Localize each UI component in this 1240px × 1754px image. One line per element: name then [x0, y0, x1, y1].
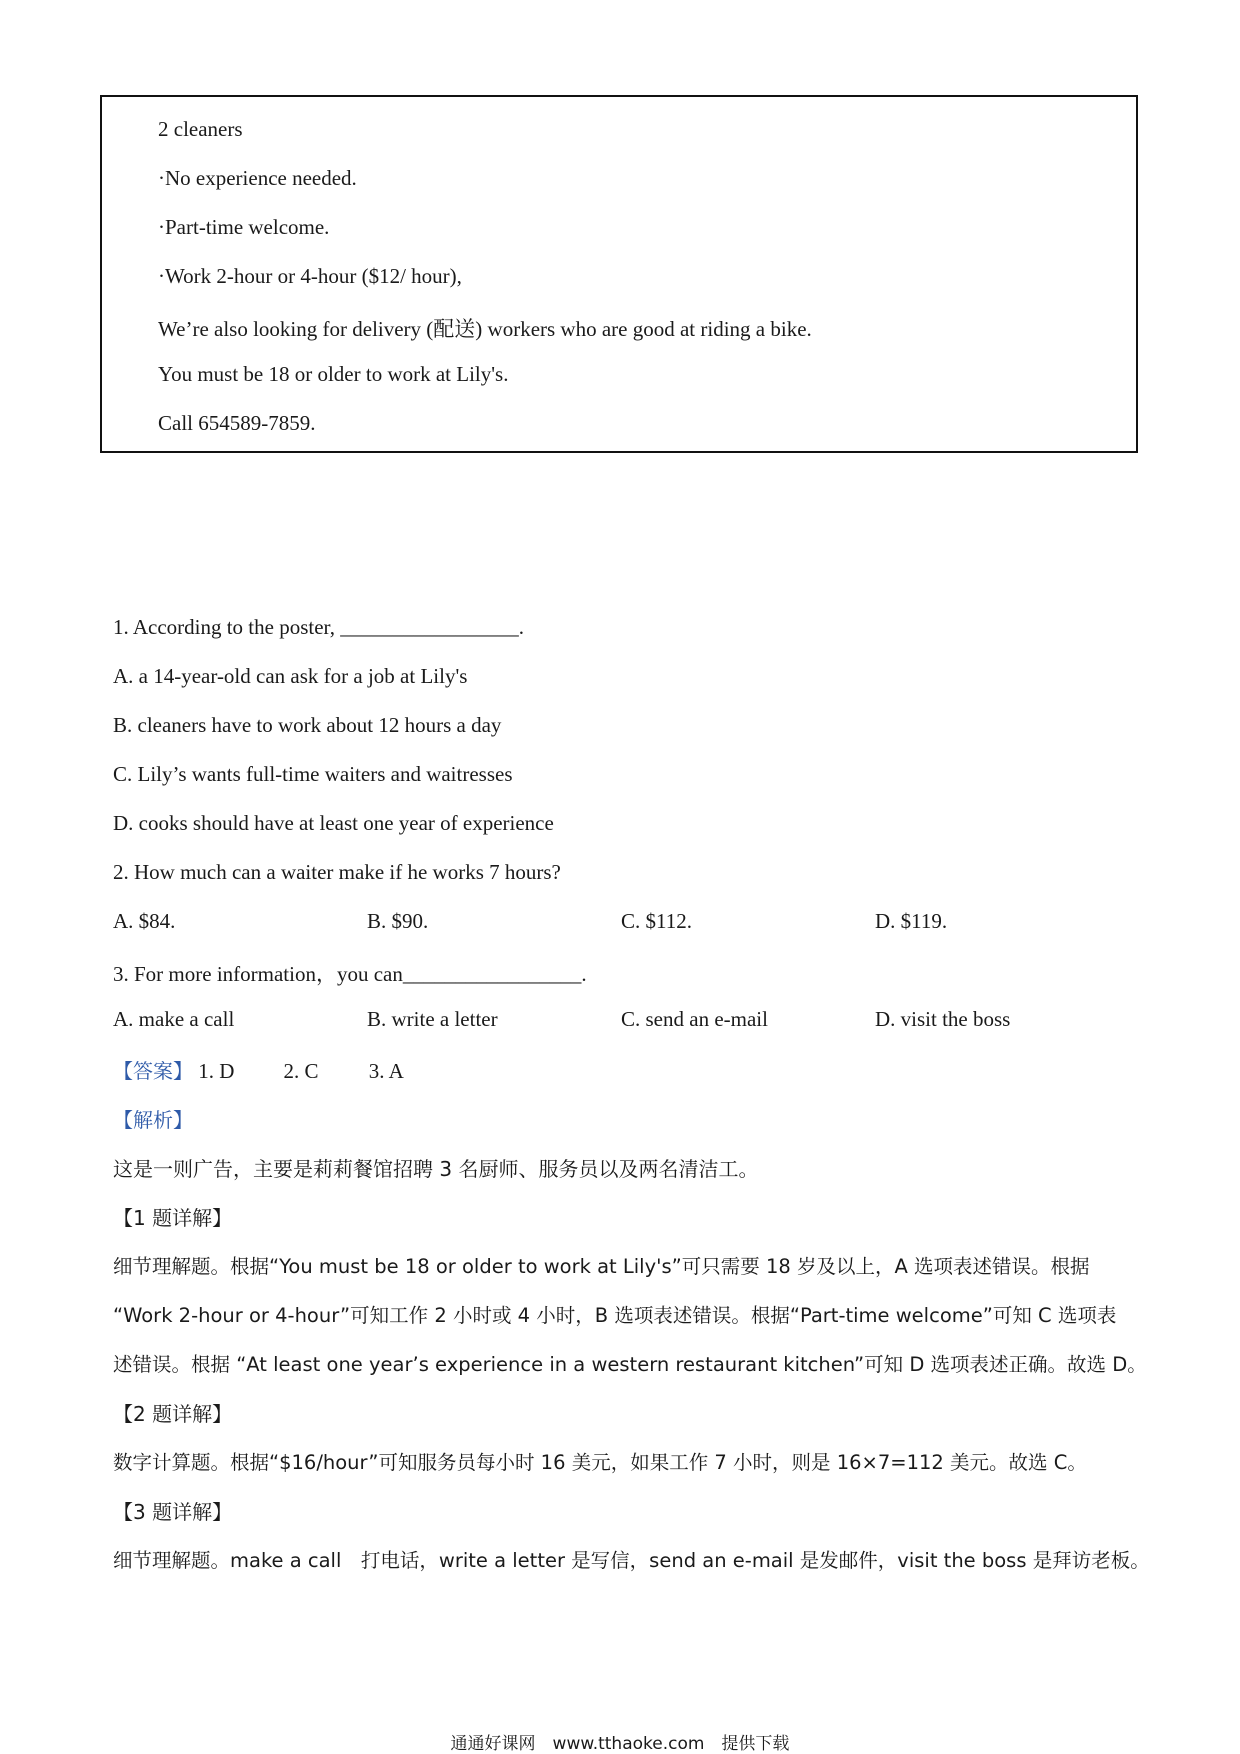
answer-line	[113, 1055, 404, 1084]
question-1-option-d: D. cooks should have at least one year of experience	[113, 811, 554, 835]
question-1-stem: 1. According to the poster, _________________.	[113, 615, 524, 639]
answer-item: 2. C	[283, 1059, 319, 1083]
detail-3-heading: 【3 题详解】	[113, 1500, 233, 1524]
question-1-option-c: C. Lily’s wants full-time waiters and waitresses	[113, 762, 513, 786]
detail-1-line: “Work 2-hour or 4-hour”可知工作 2 小时或 4 小时，B 选项表述错误。根据“Part-time welcome”可知 C 选项表	[113, 1304, 1117, 1327]
poster-line: ·Part-time welcome.	[158, 215, 330, 239]
answer-label: 【答案】	[113, 1059, 193, 1083]
poster-line: ·No experience needed.	[158, 166, 357, 190]
page-footer: 通通好课网 www.tthaoke.com 提供下载	[450, 1734, 790, 1754]
poster-line: You must be 18 or older to work at Lily's.	[158, 362, 509, 386]
poster-line: Call 654589-7859.	[158, 411, 316, 435]
question-2-option-c: C. $112.	[621, 909, 692, 933]
question-2-option-b: B. $90.	[367, 909, 429, 933]
question-2-option-d: D. $119.	[875, 909, 948, 933]
question-3-option-a: A. make a call	[113, 1007, 235, 1031]
question-3-option-c: C. send an e-mail	[621, 1007, 768, 1031]
question-3-stem: 3. For more information，you can_________________.	[113, 962, 587, 986]
poster-line: ·Work 2-hour or 4-hour ($12/ hour),	[158, 264, 462, 288]
detail-2-heading: 【2 题详解】	[113, 1402, 233, 1426]
analysis-intro: 这是一则广告，主要是莉莉餐馆招聘 3 名厨师、服务员以及两名清洁工。	[113, 1157, 759, 1181]
answer-item: 1. D	[198, 1059, 235, 1083]
question-1-option-b: B. cleaners have to work about 12 hours a day	[113, 713, 502, 737]
poster-line: We’re also looking for delivery (配送) workers who are good at riding a bike.	[158, 317, 812, 341]
detail-1-line: 述错误。根据 “At least one year’s experience in a western restaurant kitchen”可知 D 选项表述正确。故选 D。	[113, 1353, 1147, 1376]
detail-3-line: 细节理解题。make a call 打电话，write a letter 是写信，send an e-mail 是发邮件，visit the boss 是拜访老板。	[113, 1549, 1150, 1572]
detail-1-heading: 【1 题详解】	[113, 1206, 233, 1230]
question-3-option-b: B. write a letter	[367, 1007, 498, 1031]
poster-line: 2 cleaners	[158, 117, 243, 141]
job-poster	[100, 95, 1138, 453]
detail-2-line: 数字计算题。根据“$16/hour”可知服务员每小时 16 美元，如果工作 7 小时，则是 16×7=112 美元。故选 C。	[113, 1451, 1087, 1474]
detail-1-line: 细节理解题。根据“You must be 18 or older to work at Lily's”可只需要 18 岁及以上，A 选项表述错误。根据	[113, 1255, 1090, 1278]
question-1-option-a: A. a 14-year-old can ask for a job at Lily's	[113, 664, 468, 688]
answer-item: 3. A	[368, 1059, 404, 1083]
question-2-stem: 2. How much can a waiter make if he works 7 hours?	[113, 860, 561, 884]
question-3-option-d: D. visit the boss	[875, 1007, 1011, 1031]
question-2-option-a: A. $84.	[113, 909, 176, 933]
analysis-label: 【解析】	[113, 1108, 193, 1132]
